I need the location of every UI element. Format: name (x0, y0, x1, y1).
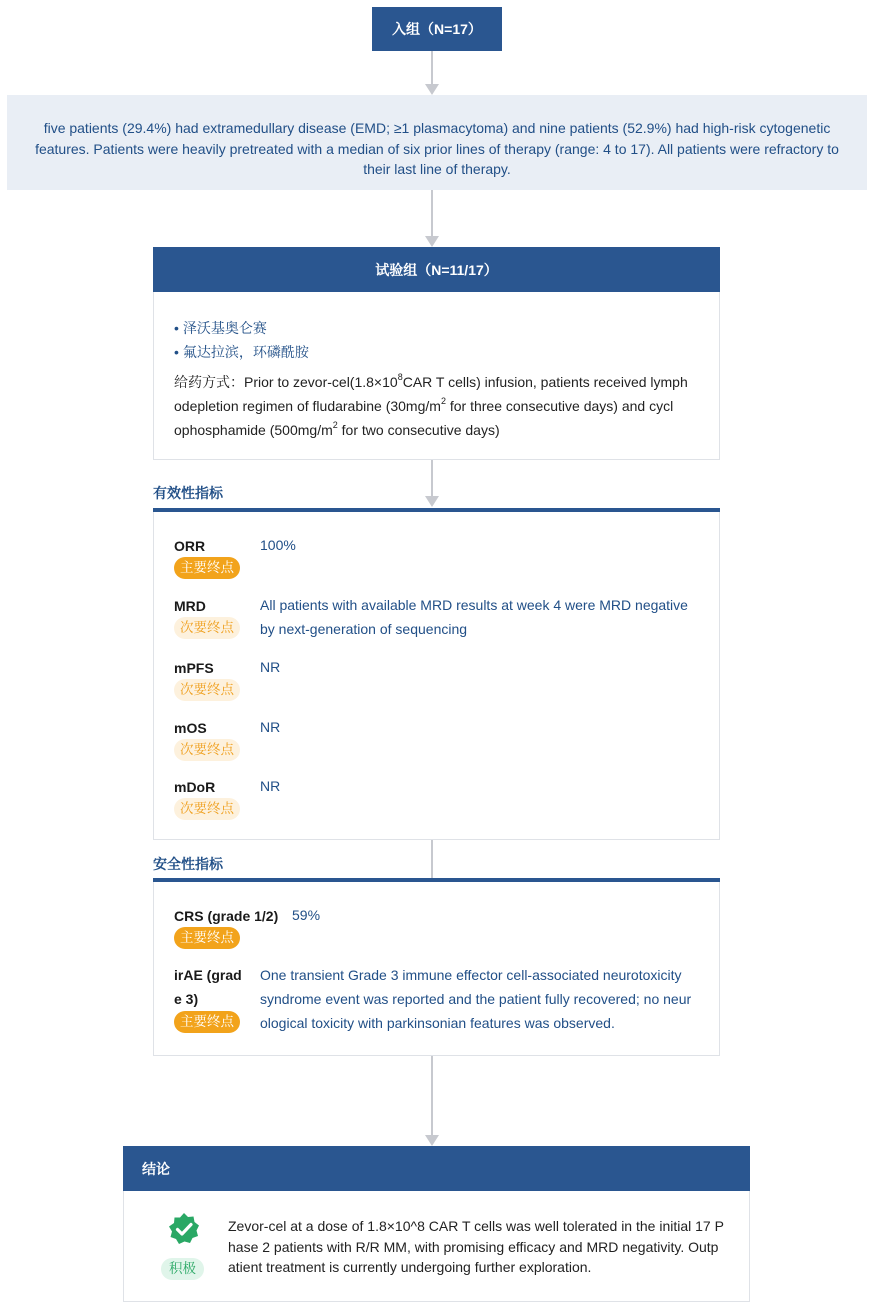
metric-value-line: by next-generation of sequencing (260, 621, 468, 637)
enrollment-box (372, 7, 502, 51)
drug-name: 氟达拉滨，环磷酰胺 (182, 344, 309, 360)
secondary-endpoint-tag: 次要终点 (174, 739, 240, 761)
efficacy-box (153, 512, 720, 840)
metric-name: mPFS (174, 660, 214, 676)
dosing-text: for two consecutive days) (337, 422, 500, 438)
trial-group-header (153, 247, 720, 292)
secondary-endpoint-tag: 次要终点 (174, 617, 240, 639)
metric-value-line: syndrome event was reported and the patient fully recovered; no neur (260, 991, 692, 1007)
enrollment-label: 入组（N=17） (392, 21, 482, 37)
metric-name: mOS (174, 720, 207, 736)
metric-value: NR (260, 659, 281, 675)
connector-line (431, 190, 433, 236)
metric-name-line: irAE (grad (174, 967, 242, 983)
connector-line (431, 51, 433, 84)
metric-value: NR (260, 778, 281, 794)
connector-line (431, 460, 433, 496)
safety-title: 安全性指标 (153, 856, 223, 872)
arrow-down-icon (425, 236, 439, 247)
metric-name: MRD (174, 598, 206, 614)
dosing-sup: 2 (332, 420, 338, 430)
metric-name: ORR (174, 538, 206, 554)
efficacy-title: 有效性指标 (153, 485, 223, 501)
safety-box (153, 882, 720, 1056)
metric-value-line: One transient Grade 3 immune effector cell-associated neurotoxicity (260, 967, 682, 983)
primary-endpoint-tag: 主要终点 (174, 927, 240, 949)
population-summary (7, 95, 867, 190)
metric-name (174, 963, 242, 1011)
arrow-down-icon (425, 496, 439, 507)
metric-value (260, 963, 691, 1035)
conclusion-body (123, 1191, 750, 1302)
conclusion-title: 结论 (142, 1160, 170, 1177)
dosing-text: odepletion regimen of fludarabine (30mg/m (174, 398, 441, 414)
conclusion-text-line: Zevor-cel at a dose of 1.8×10^8 CAR T cells was well tolerated in the initial 17 P (228, 1218, 724, 1234)
drug-name: 泽沃基奥仑赛 (182, 320, 267, 336)
drug-item: • 泽沃基奥仑赛 (174, 320, 267, 336)
drug-item: • 氟达拉滨，环磷酰胺 (174, 344, 309, 360)
conclusion-text (228, 1216, 724, 1278)
check-badge-icon (166, 1211, 202, 1247)
metric-name: mDoR (174, 779, 216, 795)
secondary-endpoint-tag: 次要终点 (174, 679, 240, 701)
metric-name: CRS (grade 1/2) (174, 908, 279, 924)
dosing-description (174, 370, 699, 442)
dosing-label: 给药方式： (174, 374, 244, 390)
arrow-down-icon (425, 1135, 439, 1146)
dosing-text: for three consecutive days) and cycl (445, 398, 674, 414)
dosing-sup: 8 (397, 372, 403, 382)
primary-endpoint-tag: 主要终点 (174, 557, 240, 579)
conclusion-text-line: hase 2 patients with R/R MM, with promising efficacy and MRD negativity. Outp (228, 1238, 719, 1255)
summary-text: five patients (29.4%) had extramedullary disease (EMD; ≥1 plasmacytoma) and nine patients (52.9%) had high-risk cytogenetic features. Patients were heavily pretreated with a median of six prior lines of therapy (range: 4 to 17). All patients were refractory to their last line of therapy. (35, 120, 839, 177)
primary-endpoint-tag: 主要终点 (174, 1011, 240, 1033)
metric-value-line: ological toxicity with parkinsonian features was observed. (260, 1015, 615, 1031)
dosing-text: ophosphamide (500mg/m (174, 422, 333, 438)
trial-group-body (153, 292, 720, 460)
dosing-text: Prior to zevor-cel(1.8×10 (244, 374, 398, 390)
conclusion-text-line: atient treatment is currently undergoing further exploration. (228, 1259, 592, 1275)
metric-value (260, 593, 688, 641)
arrow-down-icon (425, 84, 439, 95)
conclusion-header (123, 1146, 750, 1191)
metric-value: NR (260, 719, 281, 735)
dosing-sup: 2 (440, 396, 446, 406)
metric-value-line: All patients with available MRD results at week 4 were MRD negative (260, 597, 688, 613)
metric-value: 59% (292, 907, 321, 923)
metric-name-line: e 3) (174, 991, 199, 1007)
metric-value: 100% (260, 537, 296, 553)
trial-group-title: 试验组（N=11/17） (375, 261, 498, 278)
secondary-endpoint-tag: 次要终点 (174, 798, 240, 820)
dosing-text: CAR T cells) infusion, patients received lymph (402, 374, 688, 390)
positive-badge: 积极 (161, 1258, 204, 1280)
connector-line (431, 1056, 433, 1135)
connector-line (431, 840, 433, 878)
